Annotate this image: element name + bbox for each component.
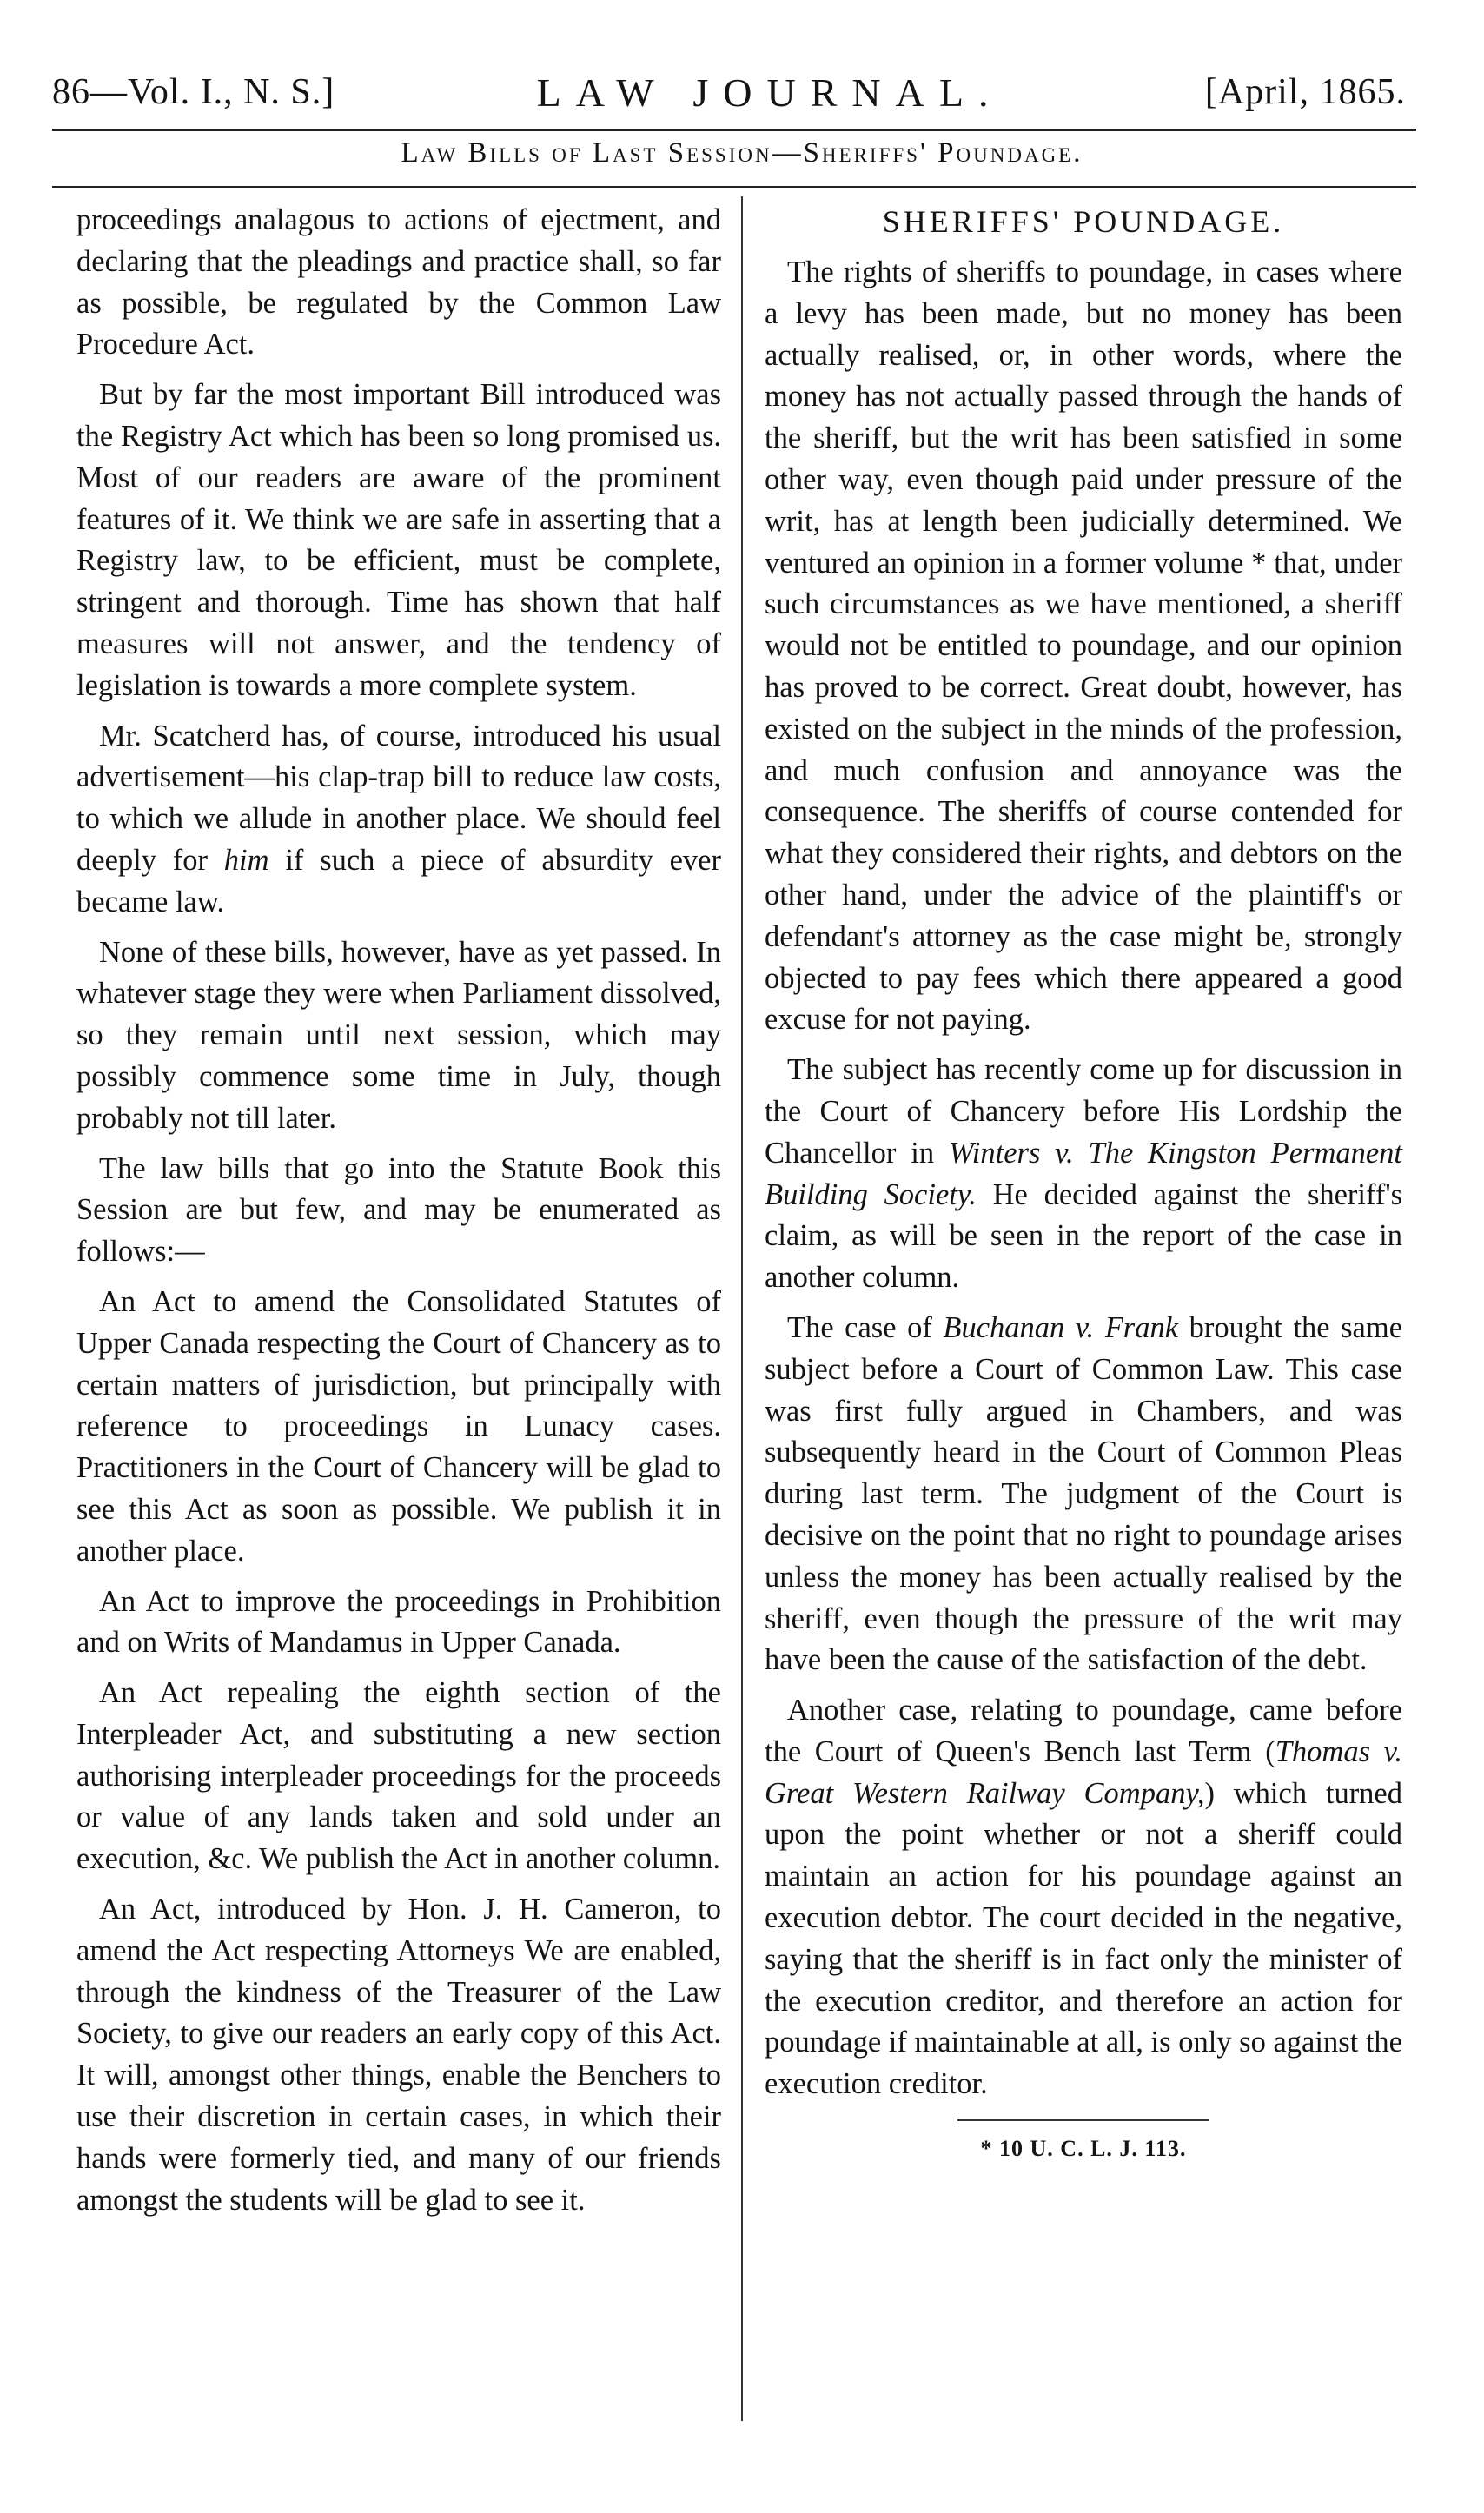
case-name: Thomas v. Great Western Railway Company,: [765, 1734, 1402, 1810]
subheader-rule: [52, 186, 1416, 188]
paragraph: An Act, introduced by Hon. J. H. Cameron, to amend the Act respecting Attorneys We are enabled, through the kindness of the Treasurer of the Law Society, to give our readers an early copy of this Act. It will, amongst other things, enable the Benchers to use their discretion in certain cases, in which their hands were formerly tied, and many of our friends amongst the students will be glad to see it.: [76, 1893, 721, 2217]
paragraph: An Act to improve the proceedings in Prohibition and on Writs of Mandamus in Upper Canada.: [76, 1584, 721, 1660]
paragraph: But by far the most important Bill introduced was the Registry Act which has been so long promised us. Most of our readers are aware of the prominent features of it. We think we are safe in asserting that a Registry law, to be efficient, must be complete, stringent and thorough. Time has shown that half measures will not answer, and the tendency of legislation is towards a more complete system.: [76, 378, 721, 702]
issue-date: [April, 1865.: [1204, 72, 1406, 112]
paragraph: [765, 1308, 1402, 1681]
paragraph: [76, 716, 721, 924]
text-run: brought the same subject before a Court of Common Law. This case was first fully argued in Chambers, and was subsequently heard in the Court of Common Pleas during last term. The judgment of the Court is decisive on the point that no right to poundage arises unless the money has been actually realised by the sheriff, even though the pressure of the writ may have been the cause of the satisfaction of the debt.: [765, 1310, 1403, 1677]
paragraph: [765, 252, 1402, 1041]
paragraph: [765, 1690, 1402, 2105]
text-run: if such a piece of absurdity ever became law.: [76, 843, 721, 918]
text-run: The rights of sheriffs to poundage, in cases where a levy has been made, but no money has been actually realised, or, in other words, where the money has not actually passed through the hands of the sheriff, but the writ has been satisfied in some other way, even though paid under pressure of the writ, has at length been judicially determined. We ventured an opinion in a former volume: [765, 255, 1402, 580]
volume-number: 86—Vol. I., N. S.]: [52, 72, 335, 112]
article-title: SHERIFFS' POUNDAGE.: [882, 204, 1285, 239]
text-run: Another case, relating to poundage, came before the Court of Queen's Bench last Term (: [765, 1694, 1402, 1768]
text-run: The case of: [787, 1310, 932, 1344]
footnote: * 10 U. C. L. J. 113.: [980, 2136, 1187, 2162]
paragraph: An Act to amend the Consolidated Statutes of Upper Canada respecting the Court of Chancery as to certain matters of jurisdiction, but principally with reference to proceedings in Lunacy cases. Practitioners in the Court of Chancery will be glad to see this Act as soon as possible. We publish it in another place.: [76, 1284, 721, 1568]
text-run: that, under such circumstances as we have mentioned, a sheriff would not be entitled to poundage, and our opinion has proved to be correct. Great doubt, however, has existed on the subject in the minds of the profession, and much confusion and annoyance was the consequence. The sheriffs of course contended for what they considered their rights, and debtors on the other hand, under the advice of the plaintiff's or defendant's attorney as the case might be, strongly objected to pay fees which there appeared a good excuse for not paying.: [765, 546, 1403, 1037]
left-column: [76, 200, 721, 2230]
paragraph: The law bills that go into the Statute Book this Session are but few, and may be enumerated as follows:—: [76, 1151, 721, 1269]
running-header: [52, 61, 1406, 123]
header-rule: [52, 129, 1416, 131]
text-run: The subject has recently come up for discussion in the Court of Chancery before His Lordship the Chancellor in: [765, 1053, 1402, 1170]
text-run: Mr. Scatcherd has, of course, introduced his usual advertisement—his clap-trap bill to reduce law costs, to which we allude in another place. We should feel deeply for: [76, 719, 721, 877]
footnote-mark: *: [1251, 546, 1267, 580]
section-subheader: Law Bills of Last Session—Sheriffs' Poundage.: [401, 137, 1083, 169]
text-run: He decided against the sheriff's claim, as will be seen in the report of the case in another column.: [765, 1177, 1402, 1295]
text-run: ) which turned upon the point whether or not a sheriff could maintain an action for his poundage against an execution debtor. The court decided in the negative, saying that the sheriff is in fact only the minister of the execution creditor, and therefore an action for poundage if maintainable at all, is only so against the execution creditor.: [765, 1776, 1402, 2101]
case-name: Buchanan v. Frank: [943, 1310, 1179, 1344]
case-name: Winters v. The Kingston Permanent Building Society.: [765, 1136, 1403, 1211]
right-column: [765, 200, 1402, 2170]
paragraph: None of these bills, however, have as yet passed. In whatever stage they were when Parliament dissolved, so they remain until next session, which may possibly commence some time in July, though probably not till later.: [76, 935, 721, 1135]
footnote-rule: [957, 2119, 1209, 2121]
paragraph: proceedings analagous to actions of ejectment, and declaring that the pleadings and practice shall, so far as possible, be regulated by the Common Law Procedure Act.: [76, 203, 721, 361]
italic-text: him: [223, 843, 269, 877]
journal-title: LAW JOURNAL.: [536, 70, 1004, 115]
column-divider: [741, 196, 743, 2421]
paragraph: [765, 1050, 1402, 1299]
paragraph: An Act repealing the eighth section of the Interpleader Act, and substituting a new section authorising interpleader proceedings for the proceeds or value of any lands taken and sold under an execution, &c. We publish the Act in another column.: [76, 1676, 721, 1876]
